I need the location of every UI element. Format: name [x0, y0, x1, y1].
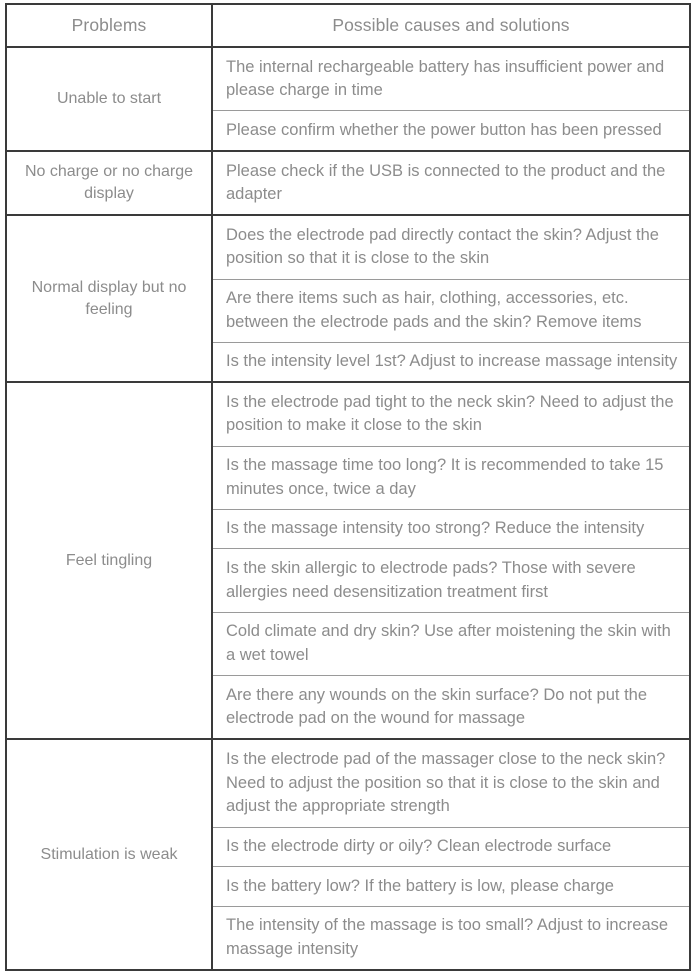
column-header-problems: Problems [6, 4, 212, 47]
table-body [6, 47, 690, 970]
solution-cell: Is the intensity level 1st? Adjust to increase massage intensity [212, 342, 690, 382]
solution-cell: Are there any wounds on the skin surface? Do not put the electrode pad on the wound for massage [212, 676, 690, 740]
troubleshooting-table [5, 3, 691, 971]
table-row [6, 47, 690, 111]
solution-cell: The internal rechargeable battery has insufficient power and please charge in time [212, 47, 690, 111]
table-row [6, 739, 690, 827]
problem-cell: Feel tingling [6, 382, 212, 739]
solution-cell: Please check if the USB is connected to the product and the adapter [212, 151, 690, 215]
problem-cell: Stimulation is weak [6, 739, 212, 970]
solution-cell: Is the electrode pad tight to the neck skin? Need to adjust the position to make it close to the skin [212, 382, 690, 446]
column-header-causes: Possible causes and solutions [212, 4, 690, 47]
solution-cell: Please confirm whether the power button has been pressed [212, 111, 690, 151]
solution-cell: Is the skin allergic to electrode pads? Those with severe allergies need desensitization treatment first [212, 549, 690, 612]
table-header [6, 4, 690, 47]
solution-cell: Does the electrode pad directly contact the skin? Adjust the position so that it is close to the skin [212, 215, 690, 279]
solution-cell: Is the electrode dirty or oily? Clean electrode surface [212, 827, 690, 866]
table-header-row [6, 4, 690, 47]
table-row [6, 215, 690, 279]
solution-cell: The intensity of the massage is too small? Adjust to increase massage intensity [212, 906, 690, 970]
solution-cell: Is the electrode pad of the massager close to the neck skin? Need to adjust the position so that it is close to the skin and adjust the appropriate strength [212, 739, 690, 827]
solution-cell: Cold climate and dry skin? Use after moistening the skin with a wet towel [212, 612, 690, 675]
problem-cell: Normal display but no feeling [6, 215, 212, 382]
solution-cell: Is the battery low? If the battery is low, please charge [212, 867, 690, 906]
solution-cell: Is the massage time too long? It is recommended to take 15 minutes once, twice a day [212, 446, 690, 509]
table-row [6, 151, 690, 215]
table-row [6, 382, 690, 446]
solution-cell: Is the massage intensity too strong? Reduce the intensity [212, 509, 690, 548]
problem-cell: No charge or no charge display [6, 151, 212, 215]
problem-cell: Unable to start [6, 47, 212, 151]
solution-cell: Are there items such as hair, clothing, accessories, etc. between the electrode pads and the skin? Remove items [212, 279, 690, 342]
